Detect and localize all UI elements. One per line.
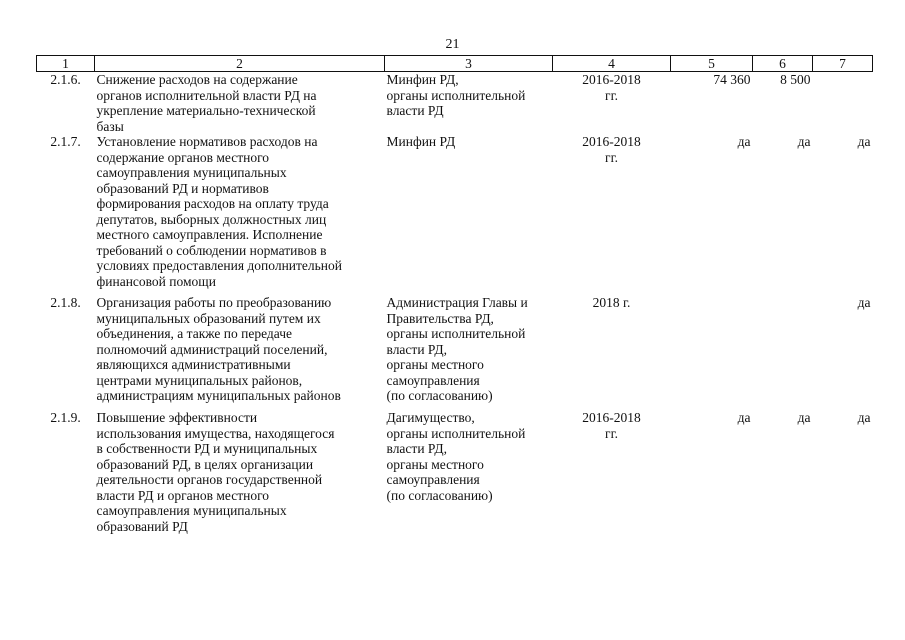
measure-executor: Минфин РД, органы исполнительной власти РД (386, 72, 526, 118)
measure-term: 2018 г. (592, 295, 631, 310)
column-header-5: 5 (671, 56, 753, 72)
measures-table (36, 55, 873, 534)
item-number: 2.1.6. (50, 72, 81, 87)
column-header-7: 7 (813, 56, 873, 72)
column-header-1: 1 (37, 56, 95, 72)
table-row (37, 295, 873, 410)
value-col-6 (753, 295, 813, 410)
column-number-header-row (37, 56, 873, 72)
measure-executor: Минфин РД (386, 134, 456, 149)
measure-description: Организация работы по преобразованию муниципальных образований путем их объединения, а также по передаче полномочий администраций поселений, являющихся административными центрами муниципальных районов, администрациям муниципальных районов (96, 295, 341, 403)
value-col-7: да (857, 134, 871, 149)
column-header-2: 2 (95, 56, 385, 72)
measure-description: Снижение расходов на содержание органов исполнительной власти РД на укрепление материально-технической базы (96, 72, 317, 134)
column-header-6: 6 (753, 56, 813, 72)
measure-term: 2016-2018 гг. (582, 410, 641, 441)
value-col-7: да (857, 295, 871, 310)
measure-term: 2016-2018 гг. (582, 134, 641, 165)
column-header-4: 4 (553, 56, 671, 72)
measure-executor: Дагимущество, органы исполнительной власти РД, органы местного самоуправления (по согласованию) (386, 410, 526, 503)
value-col-6: да (797, 410, 811, 425)
item-number: 2.1.8. (50, 295, 81, 310)
column-header-3: 3 (385, 56, 553, 72)
value-col-5: да (737, 134, 751, 149)
item-number: 2.1.7. (50, 134, 81, 149)
value-col-6: 8 500 (780, 72, 811, 87)
measure-term: 2016-2018 гг. (582, 72, 641, 103)
measure-description: Повышение эффективности использования имущества, находящегося в собственности РД и муниципальных образований РД, в целях организации деятельности органов государственной власти РД и органов местного самоуправления муниципальных образований РД (96, 410, 335, 534)
table-row (37, 134, 873, 295)
value-col-5 (671, 295, 753, 410)
value-col-7 (813, 72, 873, 135)
table-row (37, 72, 873, 135)
value-col-5: 74 360 (713, 72, 751, 87)
item-number: 2.1.9. (50, 410, 81, 425)
value-col-5: да (737, 410, 751, 425)
value-col-7: да (857, 410, 871, 425)
measure-description: Установление нормативов расходов на содержание органов местного самоуправления муниципальных образований РД и нормативов формирования расходов на оплату труда депутатов, выборных должностных лиц местного самоуправления. Исполнение требований о соблюдении нормативов в условиях предоставления дополнительной финансовой помощи (96, 134, 342, 289)
value-col-6: да (797, 134, 811, 149)
page-number: 21 (445, 37, 460, 52)
table-row (37, 410, 873, 534)
measure-executor: Администрация Главы и Правительства РД, органы исполнительной власти РД, органы местного самоуправления (по согласованию) (386, 295, 528, 403)
